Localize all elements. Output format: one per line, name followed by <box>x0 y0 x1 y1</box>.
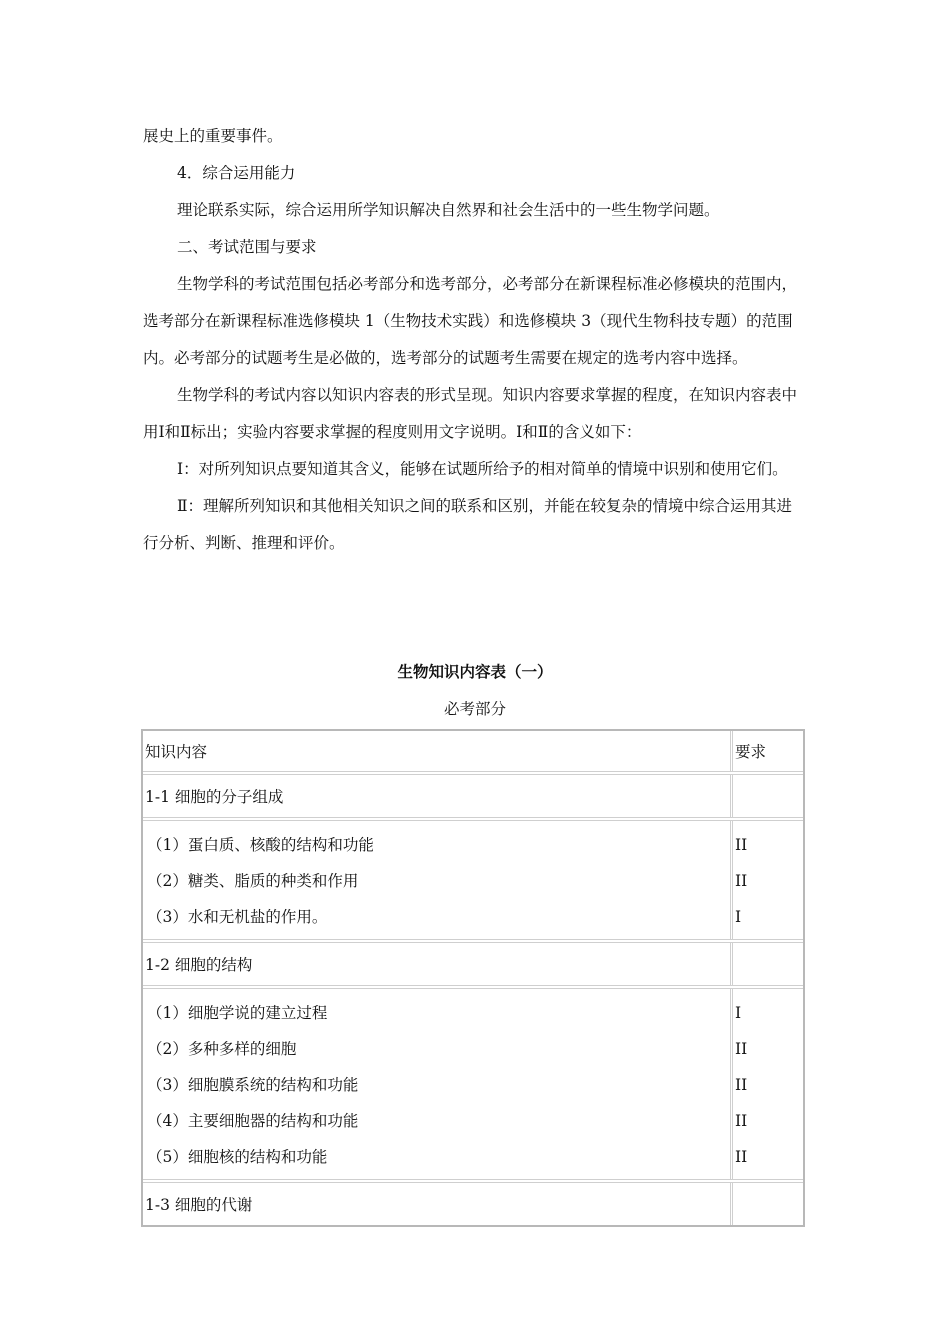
table-section-row <box>143 943 803 989</box>
table-items-row <box>143 821 803 943</box>
knowledge-table <box>141 729 805 1227</box>
paragraph-continuation: 展史上的重要事件。 <box>143 127 283 145</box>
header-content-cell <box>143 731 733 771</box>
item-text: （2）多种多样的细胞 <box>147 1040 297 1058</box>
table-subtitle: 必考部分 <box>443 700 506 718</box>
item-level: II <box>735 872 748 890</box>
paragraph-level-one: Ⅰ：对所列知识点要知道其含义，能够在试题所给予的相对简单的情境中识别和使用它们。 <box>177 460 788 478</box>
item-level: II <box>735 836 748 854</box>
section-title: 1-1 细胞的分子组成 <box>145 788 284 806</box>
item-level: II <box>735 1148 748 1166</box>
item-text: （3）细胞膜系统的结构和功能 <box>147 1076 359 1094</box>
item-level: II <box>735 1040 748 1058</box>
table-header-row <box>143 731 803 775</box>
header-requirement: 要求 <box>735 743 767 761</box>
section-heading-scope: 二、考试范围与要求 <box>177 238 317 256</box>
paragraph: 生物学科的考试内容以知识内容表的形式呈现。知识内容要求掌握的程度，在知识内容表中用Ⅰ和Ⅱ标出；实验内容要求掌握的程度则用文字说明。Ⅰ和Ⅱ的含义如下： <box>143 386 798 441</box>
section-title: 1-3 细胞的代谢 <box>145 1196 253 1214</box>
table-title: 生物知识内容表（一） <box>397 663 553 681</box>
item-level: II <box>735 1076 748 1094</box>
item-level: II <box>735 1112 748 1130</box>
item-text: （4）主要细胞器的结构和功能 <box>147 1112 359 1130</box>
header-requirement-cell <box>733 731 803 771</box>
header-content: 知识内容 <box>145 743 208 761</box>
section-heading-ability: 4．综合运用能力 <box>177 164 296 182</box>
item-text: （3）水和无机盐的作用。 <box>147 908 328 926</box>
item-text: （1）细胞学说的建立过程 <box>147 1004 328 1022</box>
item-text: （5）细胞核的结构和功能 <box>147 1148 328 1166</box>
table-items-row <box>143 989 803 1183</box>
item-text: （2）糖类、脂质的种类和作用 <box>147 872 359 890</box>
item-level: I <box>735 908 742 926</box>
item-level: I <box>735 1004 742 1022</box>
paragraph: 理论联系实际，综合运用所学知识解决自然界和社会生活中的一些生物学问题。 <box>177 201 720 219</box>
body-text <box>143 118 807 562</box>
paragraph: 生物学科的考试范围包括必考部分和选考部分，必考部分在新课程标准必修模块的范围内，选考部分在新课程标准选修模块 1（生物技术实践）和选修模块 3（现代生物科技专题）的范围内。必考部分的试题考生是必做的，选考部分的试题考生需要在规定的选考内容中选择。 <box>143 275 798 367</box>
section-title: 1-2 细胞的结构 <box>145 956 253 974</box>
paragraph-level-two: Ⅱ：理解所列知识和其他相关知识之间的联系和区别，并能在较复杂的情境中综合运用其进行分析、判断、推理和评价。 <box>143 497 793 552</box>
item-text: （1）蛋白质、核酸的结构和功能 <box>147 836 374 854</box>
table-section-row <box>143 1183 803 1225</box>
table-section-row <box>143 775 803 821</box>
